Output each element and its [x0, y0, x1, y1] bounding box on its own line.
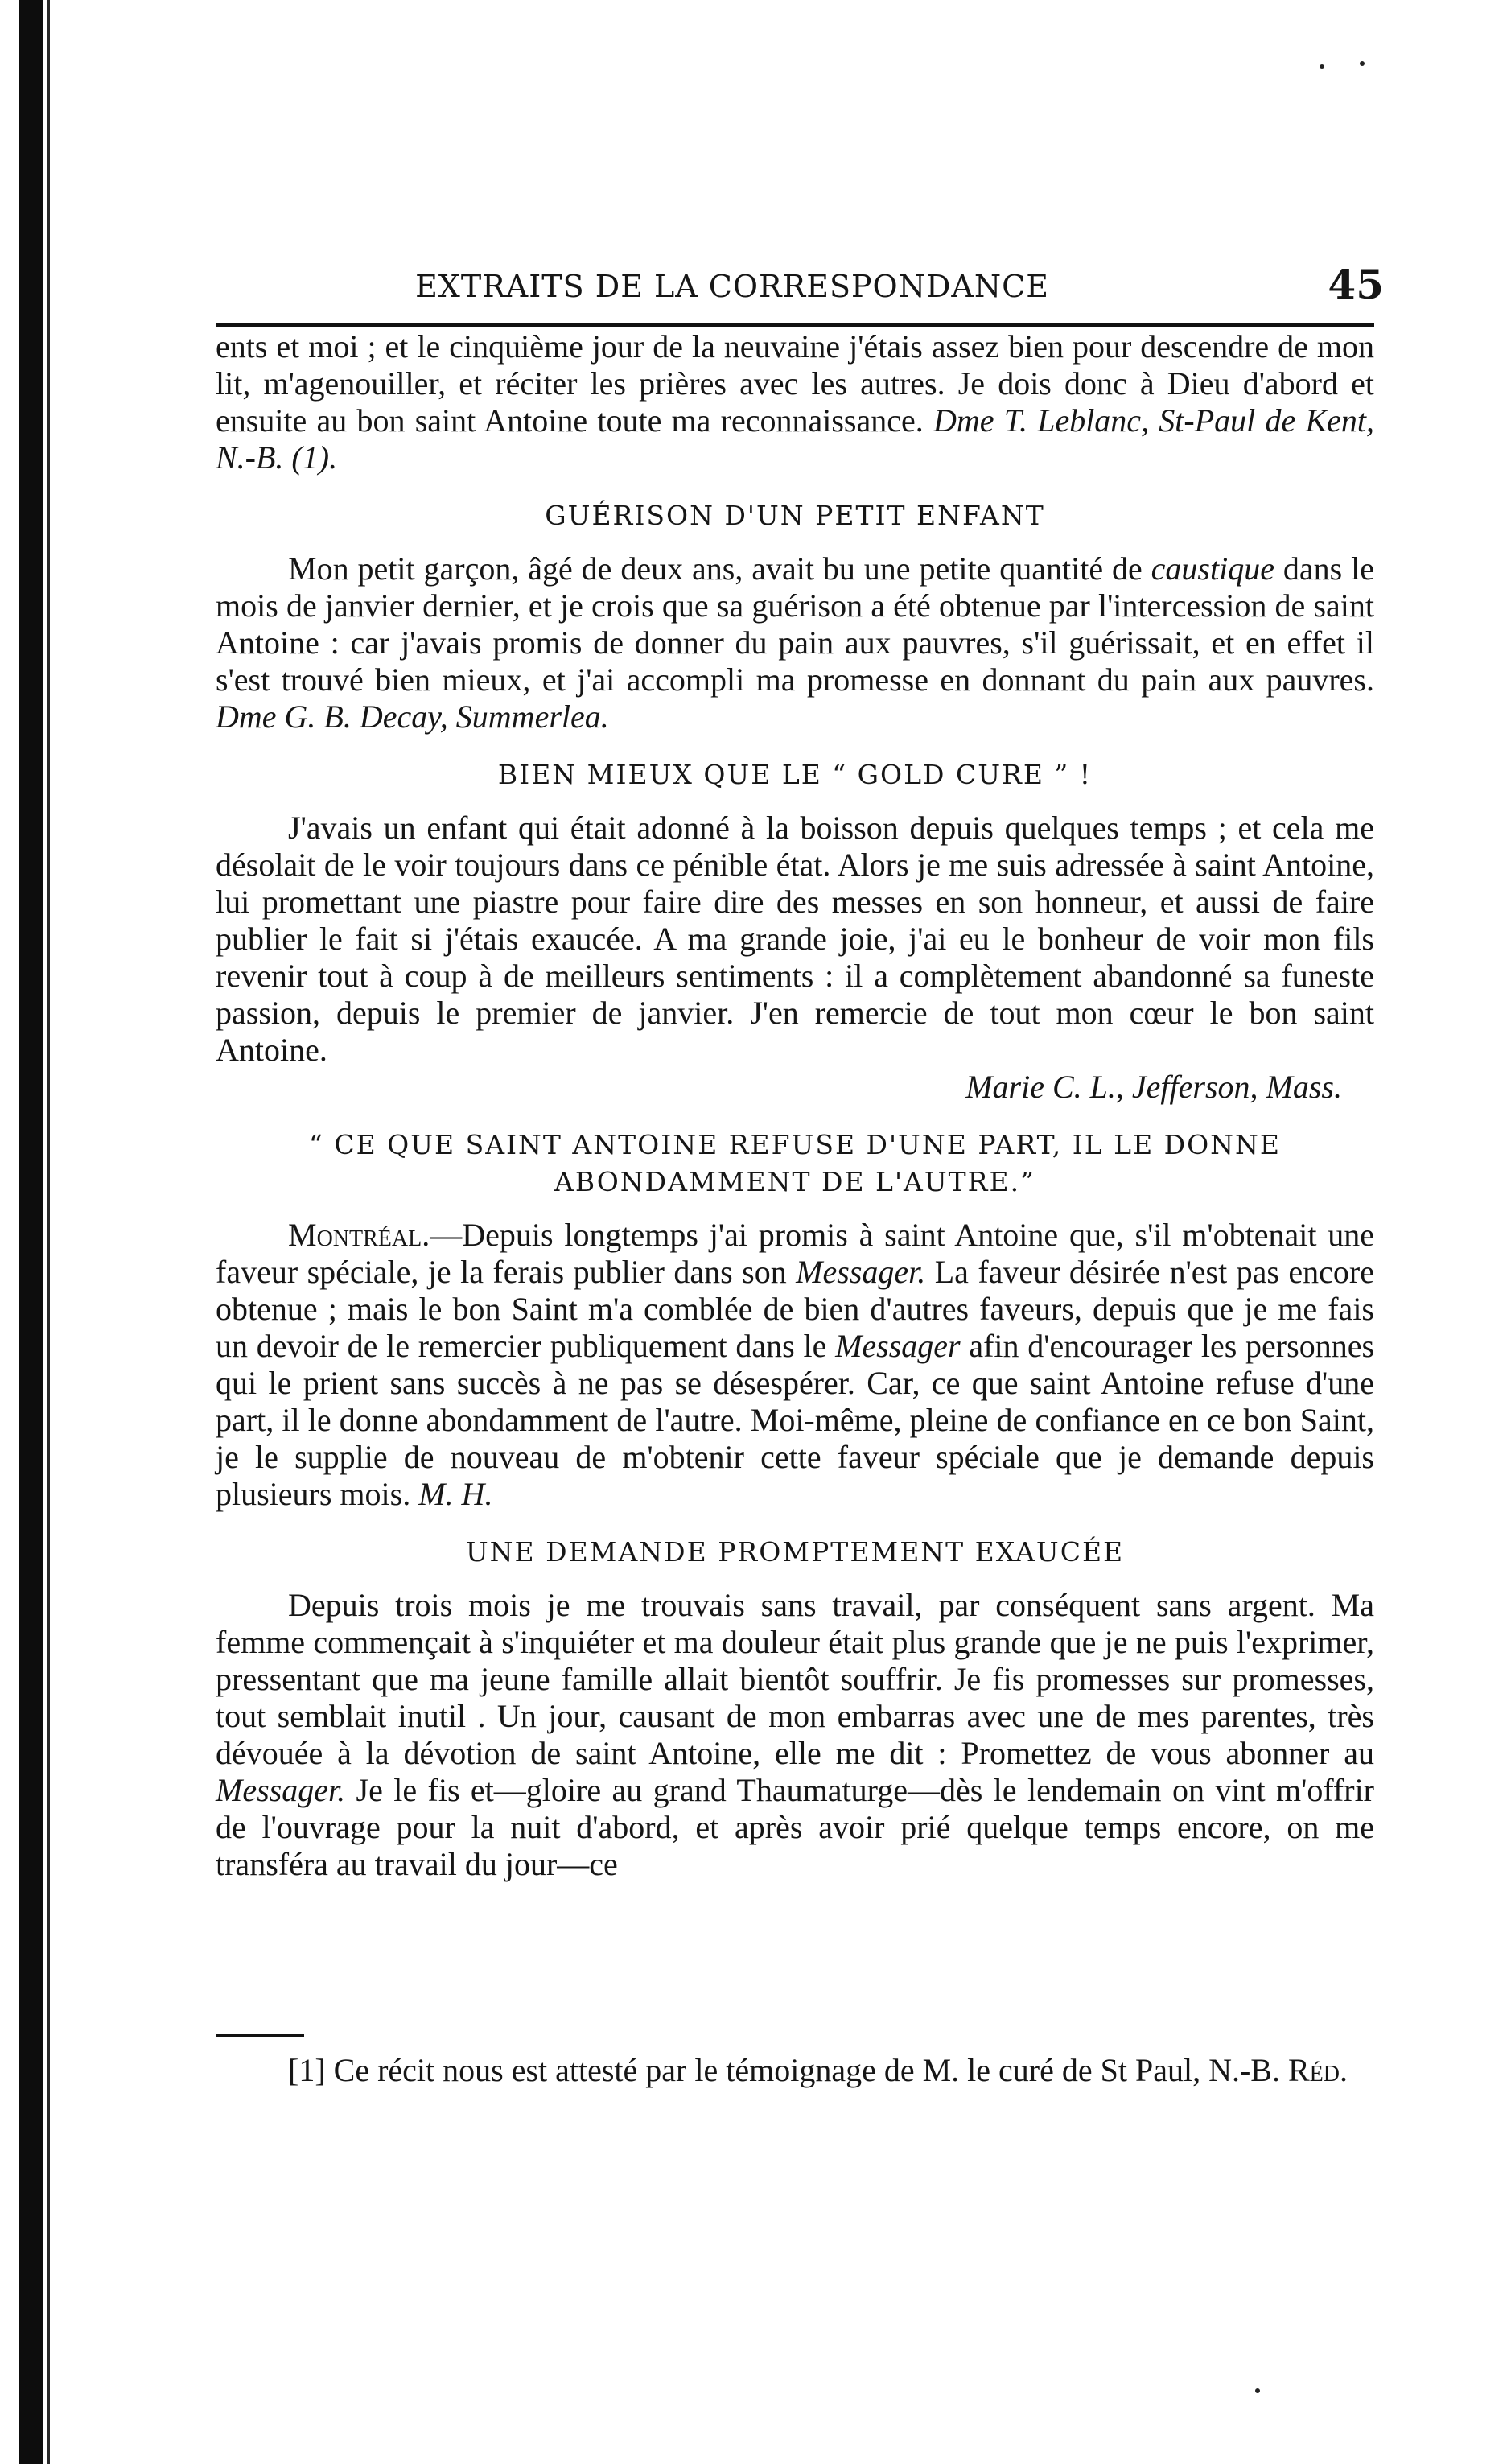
- section-heading-guerison: GUÉRISON D'UN PETIT ENFANT: [545, 500, 1045, 531]
- signature-decay: Dme G. B. Decay, Summerlea.: [216, 698, 609, 735]
- print-speck: [1320, 64, 1324, 69]
- section-body-demande: Depuis trois mois je me trouvais sans travail, par conséquent sans argent. Ma femme commençait à s'inquiéter et ma douleur était plus grande que je ne puis l'exprimer, pressentant que ma jeune famille allait bientôt souffrir. Je fis promesses sur promesses, tout semblait inutil . Un jour, causant de mon embarras avec une de mes parentes, très dévouée à la dévotion de saint Antoine, elle me dit : Promettez de vous abonner au Messager. Je le fis et—gloire au grand Thaumaturge—dès le lendemain on vint m'offrir de l'ouvrage pour la nuit d'abord, et après avoir prié quelque temps encore, on me transféra au travail du jour—ce: [216, 1587, 1375, 1882]
- page-header: [209, 256, 1384, 320]
- book-binding-edge: [19, 0, 43, 2464]
- signature-mh: M. H.: [418, 1476, 493, 1512]
- section-body-guerison: Mon petit garçon, âgé de deux ans, avait bu une petite quantité de caustique dans le mois de janvier dernier, et je crois que sa guérison a été obtenue par l'intercession de saint Antoine : car j'avais promis de donner du pain aux pauvres, s'il guérissait, et en effet il s'est trouvé bien mieux, et j'ai accompli ma promesse en donnant du pain aux pauvres. Dme G. B. Decay, Summerlea.: [216, 550, 1375, 735]
- page-number: 45: [1328, 261, 1384, 308]
- print-speck: [1255, 2388, 1260, 2393]
- section-heading-gold-cure: BIEN MIEUX QUE LE “ GOLD CURE ” !: [497, 759, 1093, 790]
- section-body-gold-cure: J'avais un enfant qui était adonné à la boisson depuis quelques temps ; et cela me désolait de le voir toujours dans ce pénible état. Alors je me suis adressée à saint Antoine, lui promettant une piastre pour faire dire des messes en son honneur, et aussi de faire publier le fait si j'étais exaucée. A ma grande joie, j'ai eu le bonheur de voir mon fils revenir tout à coup à de meilleurs sentiments : il a complètement abandonné sa funeste passion, depuis le premier de janvier. J'en remercie de tout mon cœur le bon saint Antoine.: [216, 810, 1374, 1068]
- page-body: [216, 328, 1374, 1883]
- section-heading-demande: UNE DEMANDE PROMPTEMENT EXAUCÉE: [465, 1536, 1125, 1568]
- print-speck: [1360, 61, 1365, 66]
- running-title: EXTRAITS DE LA CORRESPONDANCE: [415, 269, 1049, 304]
- signature-marie: Marie C. L., Jefferson, Mass.: [965, 1069, 1342, 1105]
- header-rule: [216, 323, 1374, 327]
- section-heading-refuse: “ CE QUE SAINT ANTOINE REFUSE D'UNE PART, IL LE DONNE ABONDAMMENT DE L'AUTRE.”: [308, 1129, 1282, 1197]
- opening-text: ents et moi ; et le cinquième jour de la neuvaine j'étais assez bien pour descendre de mon lit, m'agenouiller, et réciter les prières avec les autres. Je dois donc à Dieu d'abord et ensuite au bon saint Antoine toute ma reconnaissance.: [216, 328, 1374, 439]
- footnote-rule: [216, 2034, 304, 2037]
- footnote: [1] Ce récit nous est attesté par le témoignage de M. le curé de St Paul, N.-B. Réd.: [288, 2052, 1348, 2088]
- opening-signature: Dme T. Leblanc, St-Paul de Kent, N.-B. (1).: [216, 402, 1374, 476]
- footnote-credit: Réd.: [1287, 2052, 1348, 2088]
- opening-paragraph: [216, 328, 1374, 476]
- place-montreal: Montréal.: [288, 1217, 430, 1253]
- section-body-refuse: Montréal.—Depuis longtemps j'ai promis à saint Antoine que, s'il m'obtenait une faveur spéciale, je la ferais publier dans son Messager. La faveur désirée n'est pas encore obtenue ; mais le bon Saint m'a comblée de bien d'autres faveurs, depuis que je me fais un devoir de le remercier publiquement dans le Messager afin d'encourager les personnes qui le prient sans succès à ne pas se désespérer. Car, ce que saint Antoine refuse d'une part, il le donne abondamment de l'autre. Moi-même, pleine de confiance en ce bon Saint, je le supplie de nouveau de m'obtenir cette faveur spéciale que je demande depuis plusieurs mois. M. H.: [216, 1217, 1375, 1512]
